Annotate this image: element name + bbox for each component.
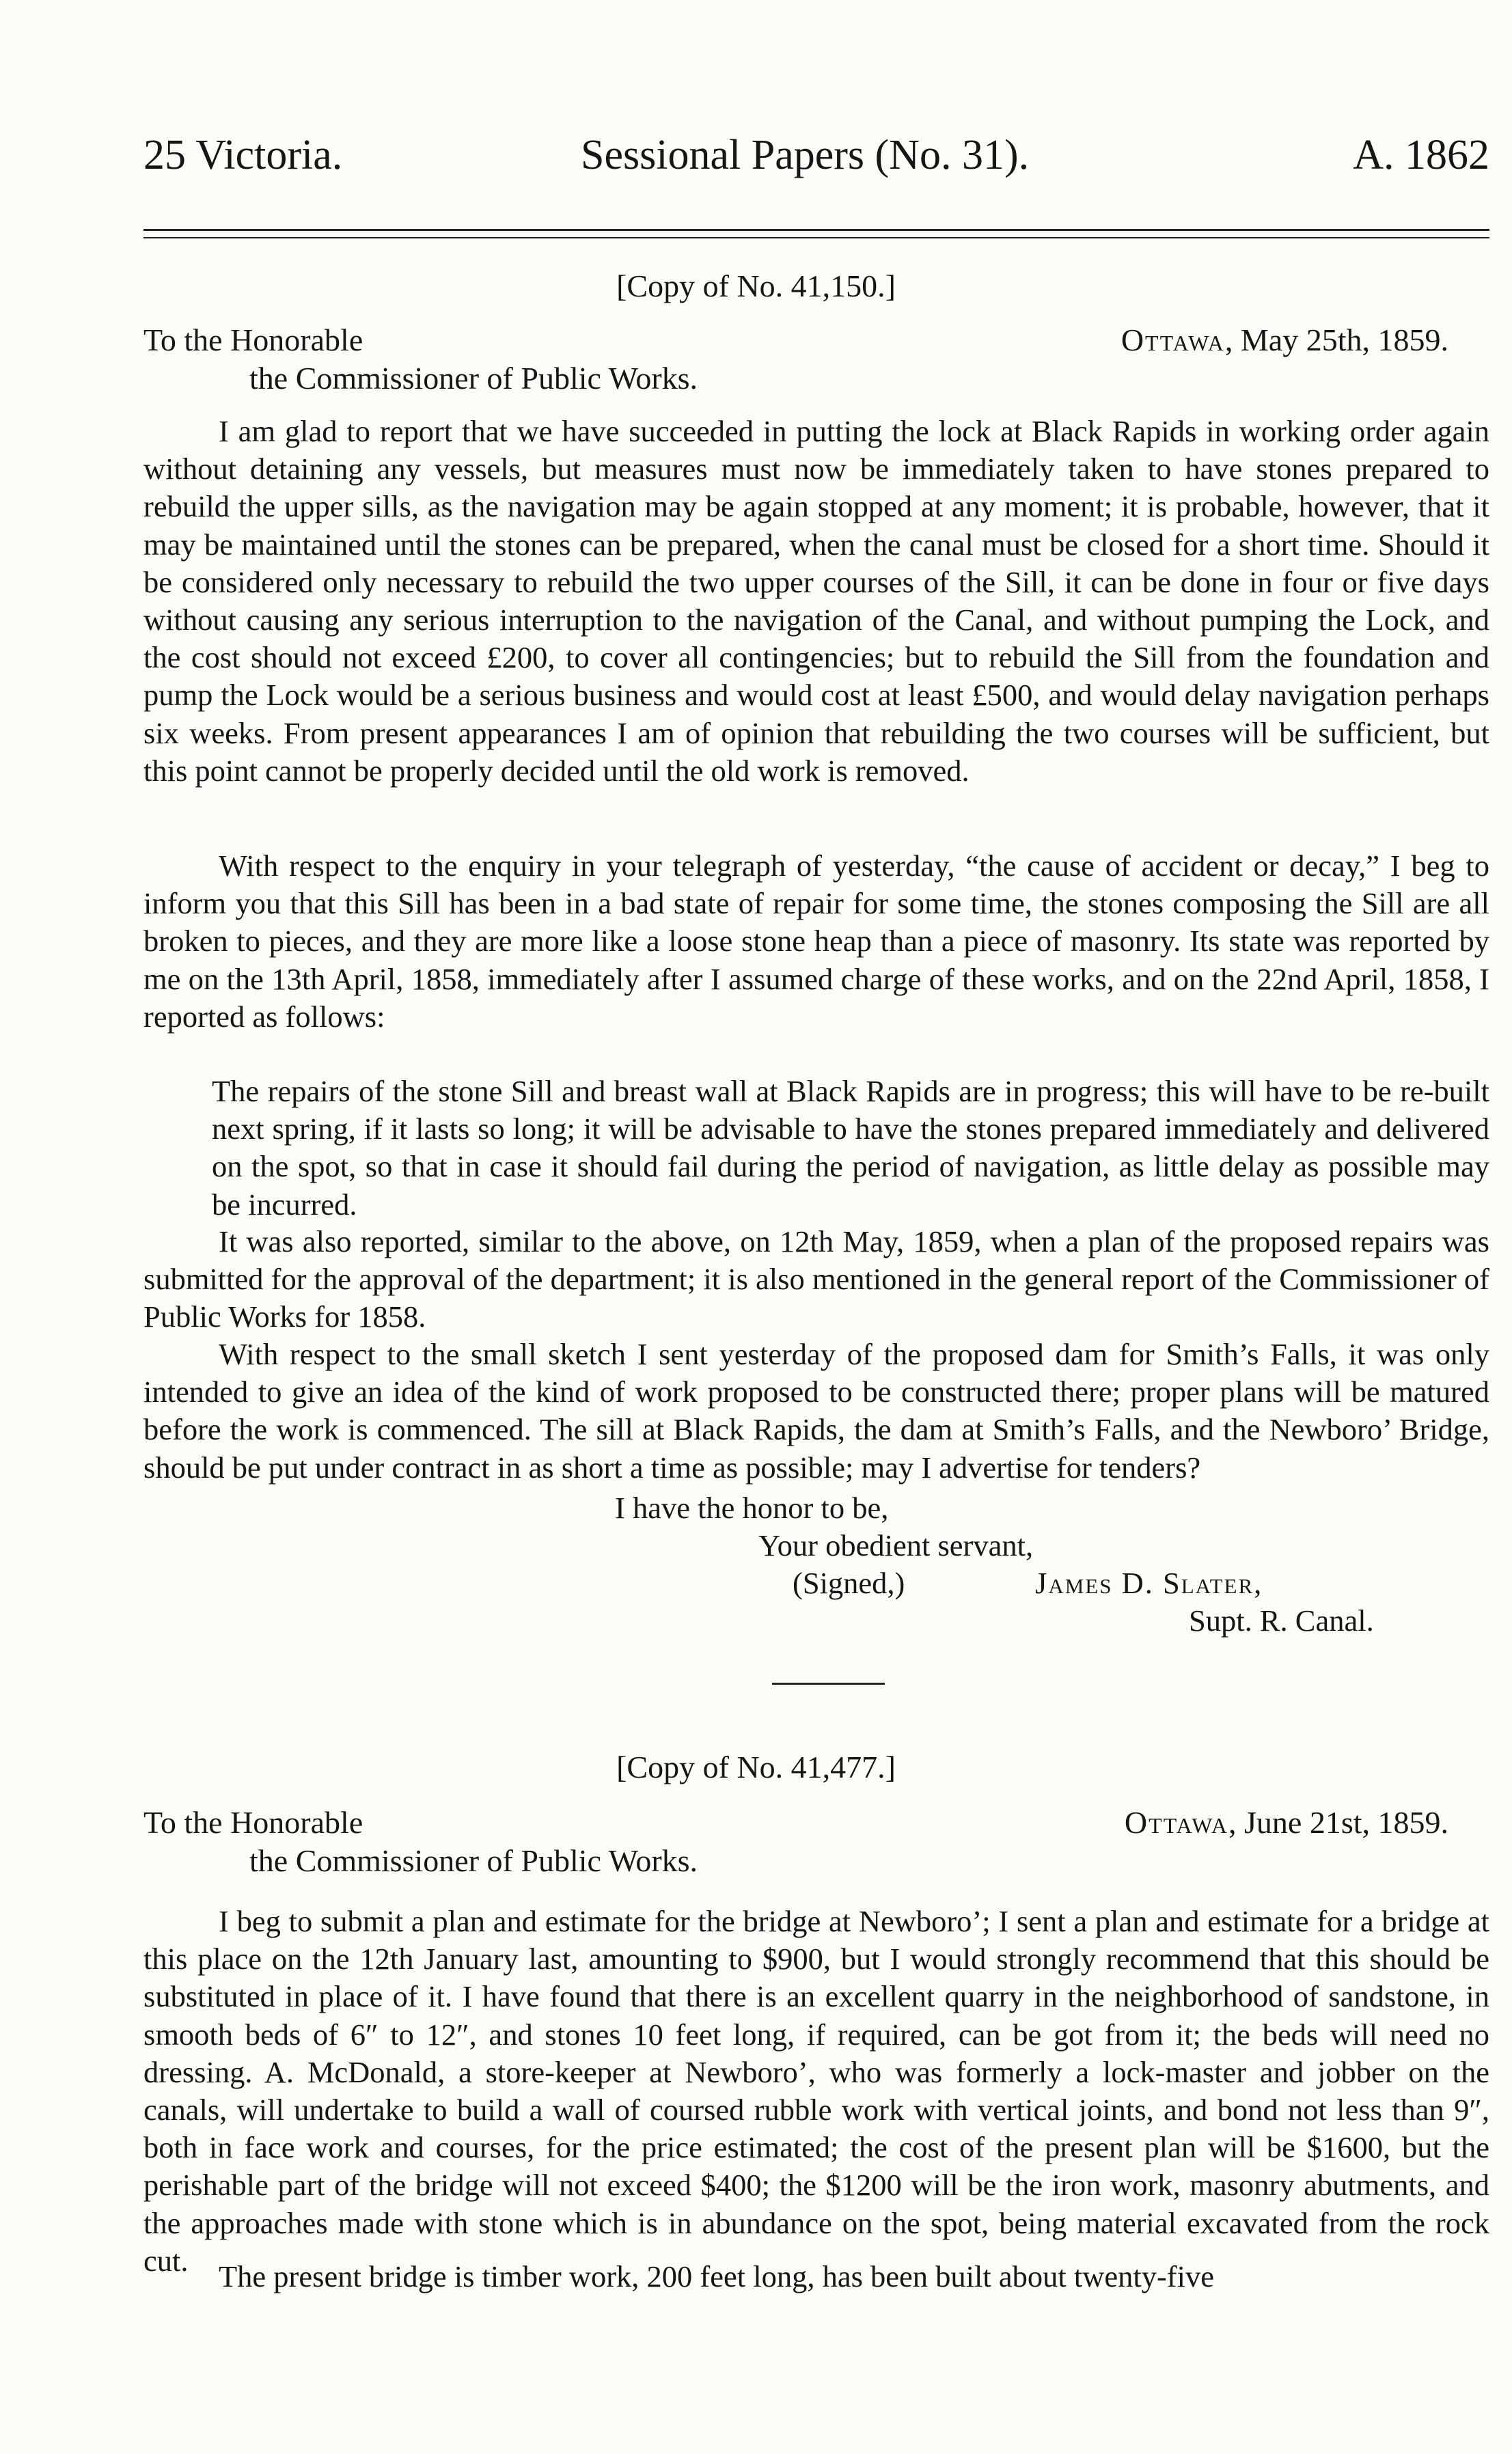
header-rule-top (143, 229, 1489, 231)
letter2-addressee: the Commissioner of Public Works. (249, 1843, 698, 1878)
letter1-salutation: To the Honorable (143, 322, 363, 357)
letter1-place-date (1121, 321, 1448, 359)
section-divider (772, 1683, 885, 1685)
letter2-address-block (143, 1804, 1489, 1880)
header-rule-bottom (143, 237, 1489, 238)
letter1-place: Ottawa (1121, 322, 1225, 357)
letter1-signature-title: Supt. R. Canal. (1189, 1603, 1374, 1638)
running-header (143, 131, 1489, 193)
letter1-signed: (Signed,) (793, 1566, 905, 1600)
letter2-place-date (1125, 1804, 1448, 1842)
letter1-paragraph-5: With respect to the small sketch I sent yesterday of the proposed dam for Smith’s Falls, it was only intended to give an idea of the kind of work proposed to be constructed there; proper plans will be matured before the work is commenced. The sill at Black Rapids, the dam at Smith’s Falls, and the Newboro’ Bridge, should be put under contract in as short a time as possible; may I advertise for tenders? (143, 1337, 1489, 1485)
letter2-place: Ottawa (1124, 1805, 1228, 1840)
letter1-quoted-report: The repairs of the stone Sill and breast wall at Black Rapids are in progress; this will have to be re-built next spring, if it lasts so long; it will be advisable to have the stones prepared immediately and delivered on the spot, so that in case it should fail during the period of navigation, as little delay as possible may be incurred. (212, 1074, 1489, 1222)
letter2-paragraph-1: I beg to submit a plan and estimate for the bridge at Newboro’; I sent a plan and estimate for a bridge at this place on the 12th January last, amounting to $900, but I would strongly recommend that this should be substituted in place of it. I have found that there is an excellent quarry in the neighborhood of sandstone, in smooth beds of 6″ to 12″, and stones 10 feet long, if required, can be got from it; the beds will need no dressing. A. McDonald, a store-keeper at Newboro’, who was formerly a lock-master and jobber on the canals, will undertake to build a wall of coursed rubble work with vertical joints, and bond not less than 9″, both in face work and courses, for the price estimated; the cost of the present plan will be $1600, but the perishable part of the bridge will not exceed $400; the $1200 will be the iron work, masonry abutments, and the approaches made with stone which is in abundance on the spot, being material excavated from the rock cut. (143, 1904, 1489, 2278)
letter2-copy-label: [Copy of No. 41,477.] (616, 1750, 896, 1784)
letter1-paragraph-4: It was also reported, similar to the above, on 12th May, 1859, when a plan of the proposed repairs was submitted for the approval of the department; it is also mentioned in the general report of the Commissioner of Public Works for 1858. (143, 1224, 1489, 1334)
letter1-paragraph-1: I am glad to report that we have succeeded in putting the lock at Black Rapids in working order again without detaining any vessels, but measures must now be immediately taken to have stones prepared to rebuild the upper sills, as the navigation may be again stopped at any moment; it is probable, however, that it may be maintained until the stones can be prepared, when the canal must be closed for a short time. Should it be considered only necessary to rebuild the two upper courses of the Sill, it can be done in four or five days without causing any serious interruption to the navigation of the Canal, and without pumping the Lock, and the cost should not exceed £200, to cover all contingencies; but to rebuild the Sill from the foundation and pump the Lock would be a serious business and would cost at least £500, and would delay navigation perhaps six weeks. From present appearances I am of opinion that rebuilding the two courses will be sufficient, but this point cannot be properly decided until the old work is removed. (143, 414, 1489, 788)
letter2-date: , June 21st, 1859. (1228, 1805, 1448, 1840)
letter1-date: , May 25th, 1859. (1224, 322, 1448, 357)
letter1-paragraph-2: With respect to the enquiry in your telegraph of yesterday, “the cause of accident or decay,” I beg to inform you that this Sill has been in a bad state of repair for some time, the stones composing the Sill are all broken to pieces, and they are more like a loose stone heap than a piece of masonry. Its state was reported by me on the 13th April, 1858, immediately after I assumed charge of these works, and on the 22nd April, 1858, I reported as follows: (143, 849, 1489, 1034)
letter2-salutation: To the Honorable (143, 1805, 363, 1840)
letter2-paragraph-2: The present bridge is timber work, 200 feet long, has been built about twenty-five (219, 2259, 1214, 2293)
header-title: Sessional Papers (No. 31). (581, 132, 1030, 178)
header-year: A. 1862 (1353, 132, 1489, 178)
letter1-address-block (143, 321, 1489, 398)
letter1-copy-label: [Copy of No. 41,150.] (616, 268, 896, 303)
header-volume: 25 Victoria. (143, 132, 343, 178)
letter1-signature-name: James D. Slater, (1035, 1566, 1263, 1600)
letter1-closing-honor: I have the honor to be, (615, 1491, 889, 1525)
letter1-addressee: the Commissioner of Public Works. (249, 361, 698, 396)
letter1-closing-servant: Your obedient servant, (758, 1528, 1034, 1562)
